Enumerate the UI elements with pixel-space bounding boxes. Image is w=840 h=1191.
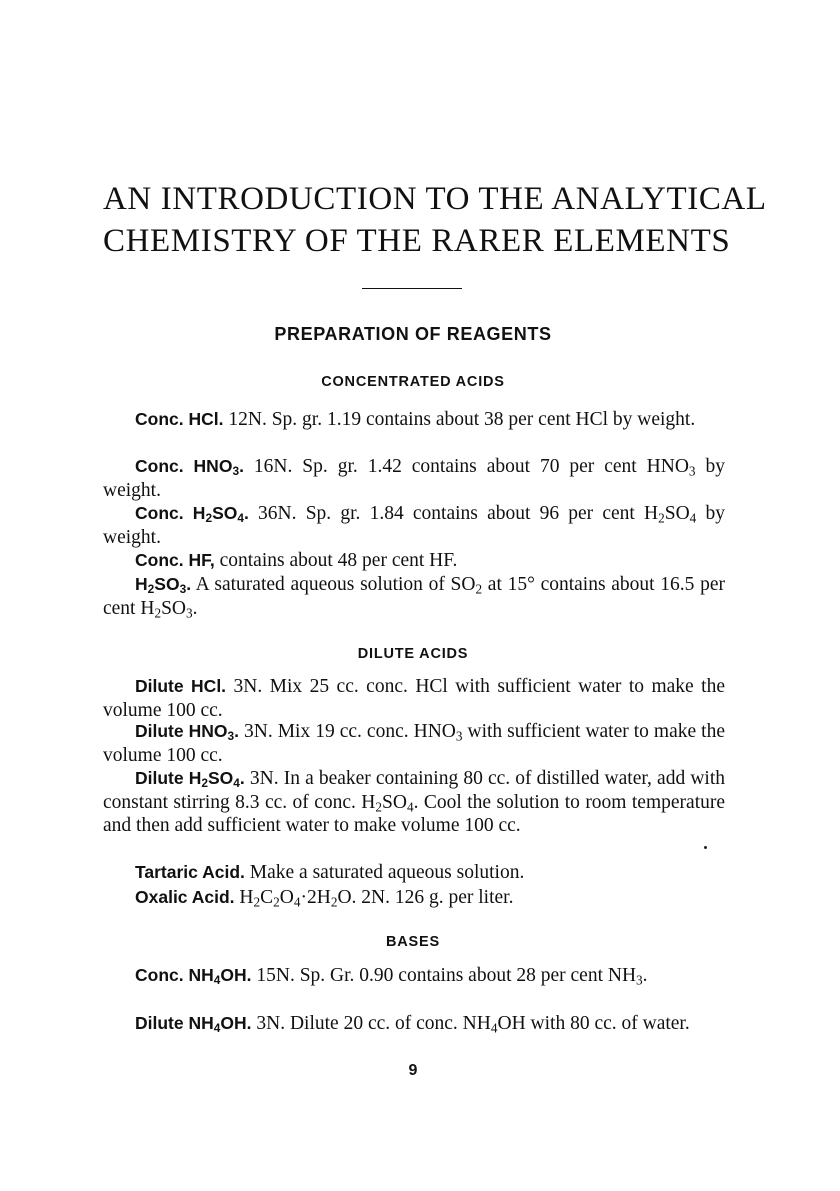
page-number: 9 — [408, 1062, 418, 1079]
title-line-2: CHEMISTRY OF THE RARER ELEMENTS — [103, 223, 731, 259]
entry-label: Conc. HF, — [135, 550, 215, 570]
entry-text: 3N. Mix 19 cc. conc. $HNO_3$ with sufficient water to make the volume 100 cc. — [103, 721, 725, 766]
entry-text: 16N. Sp. gr. 1.42 contains about 70 per cent $HNO_3$ by weight. — [103, 456, 725, 501]
entry-text: contains about 48 per cent HF. — [214, 550, 458, 571]
entry-text: Make a saturated aqueous solution. — [244, 862, 525, 883]
entry-label: Conc. $HNO_3$. — [135, 456, 244, 478]
entry-label: $H_2SO_3$. — [135, 574, 192, 596]
entry-oxalic-acid — [103, 886, 725, 910]
entry-label: Conc. $H_2SO_4$. — [135, 503, 249, 525]
entry-text: 3N. Dilute 20 cc. of conc. $NH_4OH$ with 80 cc. of water. — [251, 1013, 690, 1036]
entry-text: 12N. Sp. gr. 1.19 contains about 38 per cent HCl by weight. — [223, 409, 696, 430]
entry-dilute-hcl — [103, 675, 725, 722]
entry-text: 3N. Mix 25 cc. conc. HCl with sufficient water to make the volume 100 cc. — [103, 676, 725, 721]
entry-label: Conc. $NH_4OH$. — [135, 965, 252, 987]
entry-label: Oxalic Acid. — [135, 887, 235, 907]
main-heading: PREPARATION OF REAGENTS — [274, 324, 552, 344]
entry-conc-nh4oh — [103, 964, 725, 988]
title-divider — [362, 288, 462, 289]
page-title — [103, 178, 767, 262]
entry-label: Tartaric Acid. — [135, 862, 245, 882]
entry-label: Conc. HCl. — [135, 409, 224, 429]
entry-dilute-nh4oh — [103, 1012, 725, 1036]
entry-tartaric-acid — [103, 861, 725, 885]
title-line-1: AN INTRODUCTION TO THE ANALYTICAL — [103, 181, 767, 217]
entry-label: Dilute $NH_4OH$. — [135, 1013, 252, 1035]
entry-text: 15N. Sp. Gr. 0.90 contains about 28 per cent $NH_3$. — [251, 965, 648, 988]
entry-text: $H_2C_2O_4\cdot 2H_2O$. 2N. 126 g. per liter. — [234, 887, 514, 910]
section-heading-concentrated: CONCENTRATED ACIDS — [321, 374, 505, 390]
entry-label: Dilute HCl. — [135, 676, 227, 696]
entry-h2so3 — [103, 573, 725, 620]
entry-conc-hno3 — [103, 455, 725, 502]
entry-label: Dilute $HNO_3$. — [135, 721, 239, 743]
entry-label: Dilute $H_2SO_4$. — [135, 768, 245, 790]
section-heading-dilute: DILUTE ACIDS — [357, 646, 469, 662]
entry-dilute-h2so4 — [103, 767, 725, 838]
entry-text: 3N. In a beaker containing 80 cc. of distilled water, add with constant stirring 8.3 cc. of conc. $H_2SO_4$. Cool the solution to room temperature and then add sufficient water to make volume 100 cc. — [103, 768, 726, 836]
section-heading-bases: BASES — [386, 934, 440, 950]
print-speck — [704, 846, 707, 849]
entry-conc-hf — [103, 549, 725, 573]
entry-text: 36N. Sp. gr. 1.84 contains about 96 per cent $H_2SO_4$ by weight. — [103, 503, 725, 548]
entry-conc-hcl — [103, 408, 725, 432]
entry-conc-h2so4 — [103, 502, 725, 549]
entry-text: A saturated aqueous solution of $SO_2$ at 15° contains about 16.5 per cent $H_2SO_3$. — [103, 574, 725, 620]
entry-dilute-hno3 — [103, 720, 725, 767]
